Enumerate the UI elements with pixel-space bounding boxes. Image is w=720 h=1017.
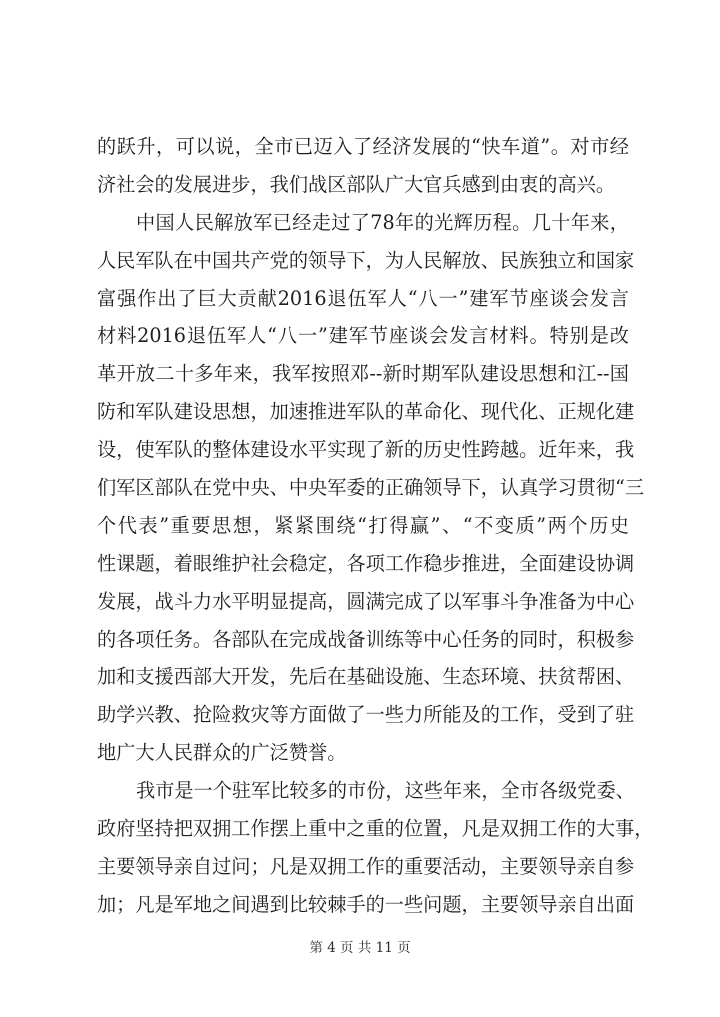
text-line: 助学兴教、抢险救灾等方面做了一些力所能及的工作，受到了驻 <box>97 703 635 727</box>
text-line: 加和支援西部大开发，先后在基础设施、生态环境、扶贫帮困、 <box>97 665 635 689</box>
text-line: 中国人民解放军已经走过了78年的光辉历程。几十年来， <box>136 210 629 234</box>
text-line: 人民军队在中国共产党的领导下，为人民解放、民族独立和国家 <box>97 248 635 272</box>
text-line: 的跃升，可以说，全市已迈入了经济发展的“快车道”。对市经 <box>97 135 629 158</box>
text-line: 性课题，着眼维护社会稳定，各项工作稳步推进，全面建设协调 <box>97 551 635 575</box>
text-line: 发展，战斗力水平明显提高，圆满完成了以军事斗争准备为中心 <box>97 589 635 613</box>
text-line: 革开放二十多年来，我军按照邓--新时期军队建设思想和江--国 <box>97 362 629 386</box>
text-line: 材料2016退伍军人“八一”建军节座谈会发言材料。特别是改 <box>97 324 629 348</box>
text-line: 加；凡是军地之间遇到比较棘手的一些问题，主要领导亲自出面 <box>97 892 635 916</box>
text-line: 地广大人民群众的广泛赞誉。 <box>97 741 347 765</box>
text-line: 政府坚持把双拥工作摆上重中之重的位置，凡是双拥工作的大事， <box>97 817 654 841</box>
text-line: 们军区部队在党中央、中央军委的正确领导下，认真学习贯彻“三 <box>97 476 645 500</box>
body-text <box>97 128 654 924</box>
text-line: 个代表”重要思想，紧紧围绕“打得赢”、“不变质”两个历史 <box>97 513 629 537</box>
text-line: 富强作出了巨大贡献2016退伍军人“八一”建军节座谈会发言 <box>97 286 629 310</box>
text-line: 主要领导亲自过问；凡是双拥工作的重要活动，主要领导亲自参 <box>97 854 635 878</box>
text-line: 我市是一个驻军比较多的市份，这些年来，全市各级党委、 <box>136 779 635 803</box>
page-number-footer: 第 4 页 共 11 页 <box>309 940 411 956</box>
text-line: 济社会的发展进步，我们战区部队广大官兵感到由衷的高兴。 <box>97 172 616 196</box>
text-line: 设，使军队的整体建设水平实现了新的历史性跨越。近年来，我 <box>97 438 635 462</box>
text-line: 防和军队建设思想，加速推进军队的革命化、现代化、正规化建 <box>97 400 635 424</box>
text-line: 的各项任务。各部队在完成战备训练等中心任务的同时，积极参 <box>97 627 635 651</box>
